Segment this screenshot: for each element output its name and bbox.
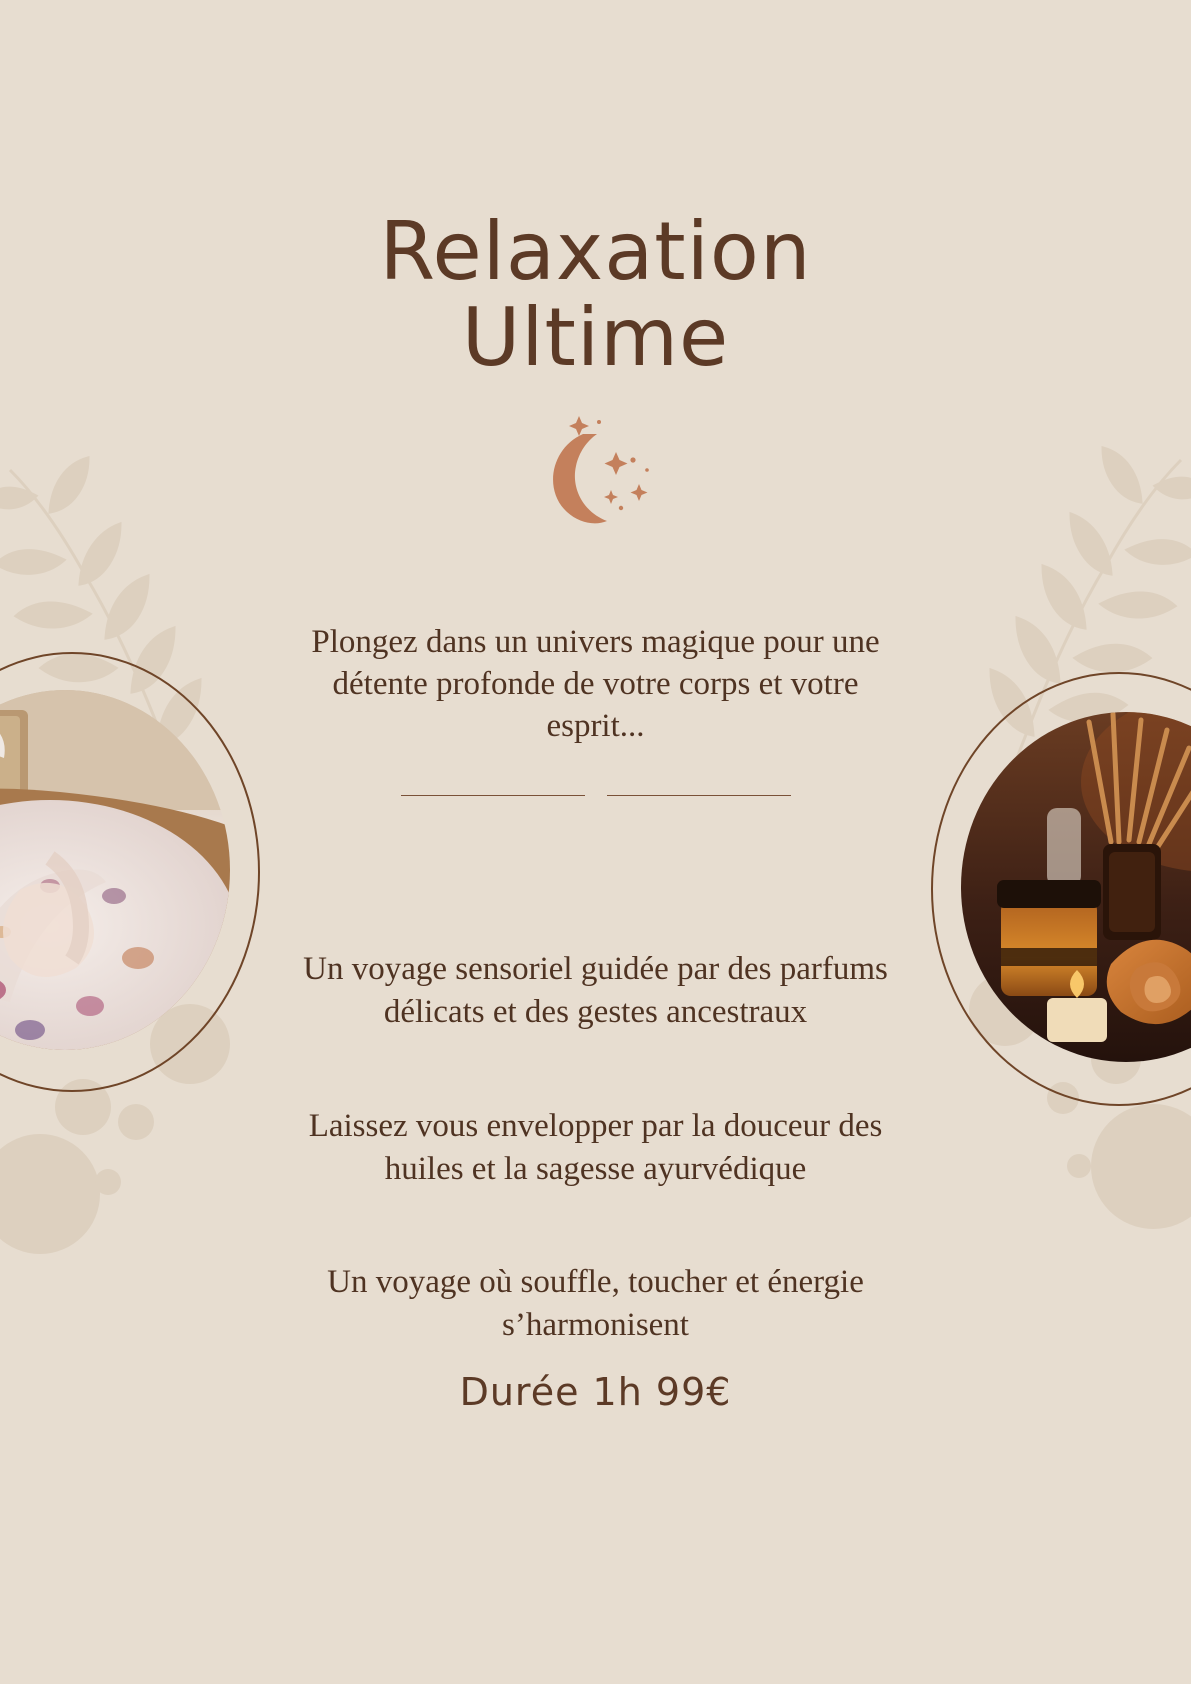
divider-segment-right: [607, 795, 791, 796]
title-line-1: Relaxation: [379, 204, 812, 298]
intro-text: Plongez dans un univers magique pour une détente profonde de votre corps et votre esprit...: [311, 624, 880, 745]
title-line-2: Ultime: [461, 290, 730, 384]
body-paragraph: Un voyage sensoriel guidée par des parfums délicats et des gestes ancestraux: [303, 951, 888, 1030]
divider-segment-left: [401, 795, 585, 796]
crescent-moon-and-stars-icon: [521, 408, 671, 538]
body-paragraph: Laissez vous envelopper par la douceur des huiles et la sagesse ayurvédique: [308, 1108, 883, 1187]
price-text: Durée 1h 99€: [459, 1370, 732, 1414]
body-paragraph: Un voyage où souffle, toucher et énergie s’harmonisent: [327, 1264, 864, 1343]
ornamental-divider: [401, 795, 791, 796]
page-title: [0, 204, 1191, 384]
